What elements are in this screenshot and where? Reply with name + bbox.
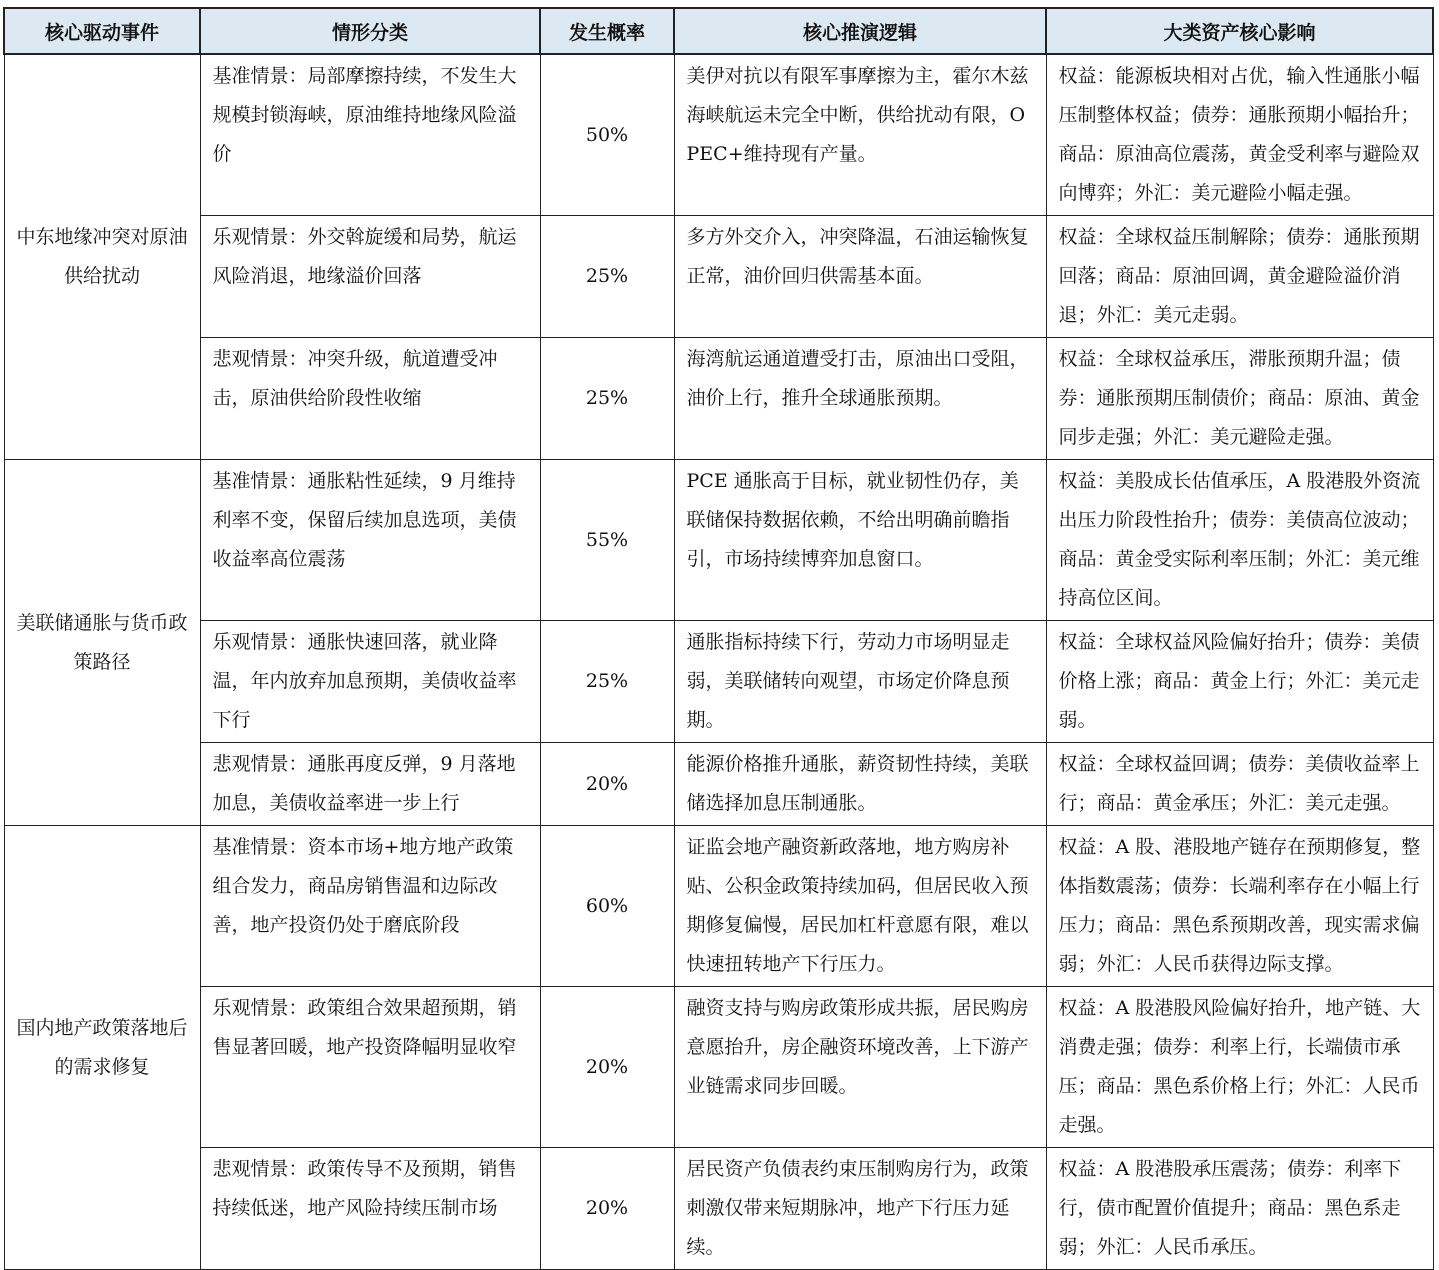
logic-cell: PCE 通胀高于目标，就业韧性仍存，美联储保持数据依赖，不给出明确前瞻指引，市场持续博弈加息窗口。 <box>674 460 1046 621</box>
logic-cell: 通胀指标持续下行，劳动力市场明显走弱，美联储转向观望，市场定价降息预期。 <box>674 621 1046 743</box>
table-row <box>4 826 1433 987</box>
logic-cell: 能源价格推升通胀，薪资韧性持续，美联储选择加息压制通胀。 <box>674 743 1046 826</box>
impact-cell: 权益：A 股、港股地产链存在预期修复，整体指数震荡；债券：长端利率存在小幅上行压力；商品：黑色系预期改善，现实需求偏弱；外汇：人民币获得边际支撑。 <box>1046 826 1433 987</box>
event-cell: 国内地产政策落地后的需求修复 <box>4 826 200 1270</box>
impact-cell: 权益：全球权益承压，滞胀预期升温；债券：通胀预期压制债价；商品：原油、黄金同步走强；外汇：美元避险走强。 <box>1046 338 1433 460</box>
scenario-cell: 乐观情景：政策组合效果超预期，销售显著回暖，地产投资降幅明显收窄 <box>200 987 540 1148</box>
probability-cell: 25% <box>540 621 674 743</box>
scenario-cell: 基准情景：局部摩擦持续，不发生大规模封锁海峡，原油维持地缘风险溢价 <box>200 54 540 216</box>
table-row <box>4 1148 1433 1270</box>
impact-cell: 权益：A 股港股风险偏好抬升，地产链、大消费走强；债券：利率上行，长端债市承压；商品：黑色系价格上行；外汇：人民币走强。 <box>1046 987 1433 1148</box>
impact-cell: 权益：A 股港股承压震荡；债券：利率下行，债市配置价值提升；商品：黑色系走弱；外汇：人民币承压。 <box>1046 1148 1433 1270</box>
probability-cell: 25% <box>540 338 674 460</box>
logic-cell: 融资支持与购房政策形成共振，居民购房意愿抬升，房企融资环境改善，上下游产业链需求同步回暖。 <box>674 987 1046 1148</box>
event-cell: 中东地缘冲突对原油供给扰动 <box>4 54 200 460</box>
scenario-cell: 基准情景：资本市场+地方地产政策组合发力，商品房销售温和边际改善，地产投资仍处于磨底阶段 <box>200 826 540 987</box>
table-row <box>4 338 1433 460</box>
header-core-event: 核心驱动事件 <box>4 8 200 54</box>
probability-cell: 50% <box>540 54 674 216</box>
scenario-cell: 乐观情景：外交斡旋缓和局势，航运风险消退，地缘溢价回落 <box>200 216 540 338</box>
impact-cell: 权益：全球权益压制解除；债券：通胀预期回落；商品：原油回调，黄金避险溢价消退；外汇：美元走弱。 <box>1046 216 1433 338</box>
logic-cell: 证监会地产融资新政落地，地方购房补贴、公积金政策持续加码，但居民收入预期修复偏慢，居民加杠杆意愿有限，难以快速扭转地产下行压力。 <box>674 826 1046 987</box>
table-row <box>4 987 1433 1148</box>
table-row <box>4 460 1433 621</box>
header-probability: 发生概率 <box>540 8 674 54</box>
logic-cell: 美伊对抗以有限军事摩擦为主，霍尔木兹海峡航运未完全中断，供给扰动有限，OPEC+维持现有产量。 <box>674 54 1046 216</box>
impact-cell: 权益：能源板块相对占优，输入性通胀小幅压制整体权益；债券：通胀预期小幅抬升；商品：原油高位震荡，黄金受利率与避险双向博弈；外汇：美元避险小幅走强。 <box>1046 54 1433 216</box>
table-row <box>4 54 1433 216</box>
impact-cell: 权益：全球权益回调；债券：美债收益率上行；商品：黄金承压；外汇：美元走强。 <box>1046 743 1433 826</box>
probability-cell: 60% <box>540 826 674 987</box>
scenario-cell: 悲观情景：通胀再度反弹，9 月落地加息，美债收益率进一步上行 <box>200 743 540 826</box>
logic-cell: 多方外交介入，冲突降温，石油运输恢复正常，油价回归供需基本面。 <box>674 216 1046 338</box>
table-row <box>4 743 1433 826</box>
event-cell: 美联储通胀与货币政策路径 <box>4 460 200 826</box>
impact-cell: 权益：全球权益风险偏好抬升；债券：美债价格上涨；商品：黄金上行；外汇：美元走弱。 <box>1046 621 1433 743</box>
header-asset-impact: 大类资产核心影响 <box>1046 8 1433 54</box>
logic-cell: 居民资产负债表约束压制购房行为，政策刺激仅带来短期脉冲，地产下行压力延续。 <box>674 1148 1046 1270</box>
table-row <box>4 621 1433 743</box>
probability-cell: 20% <box>540 987 674 1148</box>
probability-cell: 20% <box>540 1148 674 1270</box>
header-logic: 核心推演逻辑 <box>674 8 1046 54</box>
scenario-cell: 乐观情景：通胀快速回落，就业降温，年内放弃加息预期，美债收益率下行 <box>200 621 540 743</box>
scenario-cell: 悲观情景：冲突升级，航道遭受冲击，原油供给阶段性收缩 <box>200 338 540 460</box>
scenario-cell: 基准情景：通胀粘性延续，9 月维持利率不变，保留后续加息选项，美债收益率高位震荡 <box>200 460 540 621</box>
header-scenario: 情形分类 <box>200 8 540 54</box>
logic-cell: 海湾航运通道遭受打击，原油出口受阻，油价上行，推升全球通胀预期。 <box>674 338 1046 460</box>
header-row <box>4 8 1433 54</box>
scenario-table <box>3 7 1434 1270</box>
probability-cell: 25% <box>540 216 674 338</box>
probability-cell: 55% <box>540 460 674 621</box>
probability-cell: 20% <box>540 743 674 826</box>
impact-cell: 权益：美股成长估值承压，A 股港股外资流出压力阶段性抬升；债券：美债高位波动；商品：黄金受实际利率压制；外汇：美元维持高位区间。 <box>1046 460 1433 621</box>
scenario-cell: 悲观情景：政策传导不及预期，销售持续低迷，地产风险持续压制市场 <box>200 1148 540 1270</box>
table-row <box>4 216 1433 338</box>
